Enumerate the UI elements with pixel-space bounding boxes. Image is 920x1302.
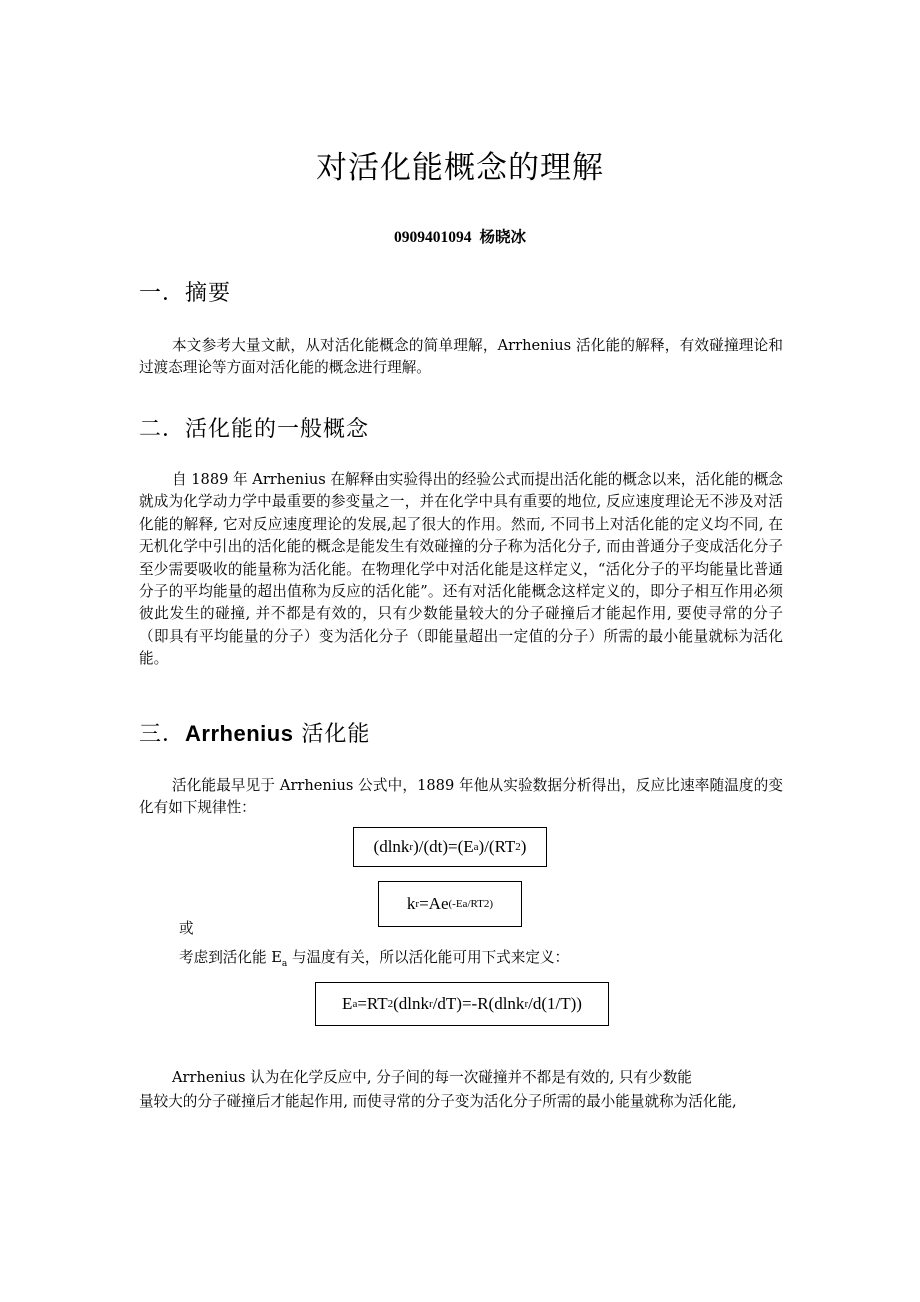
arrhenius-intro-paragraph: 活化能最早见于 Arrhenius 公式中，1889 年他从实验数据分析得出，反应比速率随温度的变化有如下规律性：: [139, 777, 783, 817]
author-line: [0, 225, 920, 247]
formula-activation-energy-definition: E a =RT 2 (dlnk r /dT)=-R(dlnk r /d(1/T)): [315, 982, 609, 1026]
abstract-paragraph: 本文参考大量文献，从对活化能概念的简单理解，Arrhenius 活化能的解释，有效碰撞理论和过渡态理论等方面对活化能的概念进行理解。: [139, 337, 783, 377]
section-heading-general-concept: 二．活化能的一般概念: [139, 417, 370, 442]
document-title: 对活化能概念的理解: [316, 150, 604, 186]
student-id: 0909401094: [393, 229, 472, 246]
formula-arrhenius-exponential: k r =Ae (-Ea/RT2): [378, 881, 522, 927]
closing-paragraph: 量较大的分子碰撞后才能起作用, 而使寻常的分子变为活化分子所需的最小能量就称为活化能,: [139, 1093, 737, 1110]
section-heading-arrhenius: 三．Arrhenius 活化能: [139, 721, 371, 747]
closing-line-1: Arrhenius 认为在化学反应中, 分子间的每一次碰撞并不都是有效的, 只有少数能: [172, 1069, 692, 1086]
author-name: 杨晓冰: [479, 228, 526, 246]
consider-text: 考虑到活化能 $E_a$ 与温度有关，所以活化能可用下式来定义：: [179, 949, 570, 969]
formula-rate-equation: (dlnk r )/(dt)=(E a )/(RT 2 ): [353, 827, 547, 867]
general-concept-paragraph: 自 1889 年 Arrhenius 在解释由实验得出的经验公式而提出活化能的概念以来，活化能的概念就成为化学动力学中最重要的参变量之一，并在化学中具有重要的地位, 反应速度理论无不涉及对活化能的解释, 它对反应速度理论的发展,起了很大的作用。然而, 不同书上对活化能的定义均不同, 在无机化学中引出的活化能的概念是能发生有效碰撞的分子称为活化分子, 而由普通分子变成活化分子至少需要吸收的能量称为活化能。在物理化学中对活化能是这样定义，“活化分子的平均能量比普通分子的平均能量的超出值称为反应的活化能”。还有对活化能概念这样定义的，即分子相互作用必须彼此发生的碰撞, 并不都是有效的，只有少数能量较大的分子碰撞后才能起作用, 要使寻常的分子（即具有平均能量的分子）变为活化分子（即能量超出一定值的分子）所需的最小能量就标为活化能。: [139, 471, 783, 668]
section-heading-abstract: 一．摘要: [139, 281, 232, 306]
or-text: 或: [179, 920, 194, 937]
